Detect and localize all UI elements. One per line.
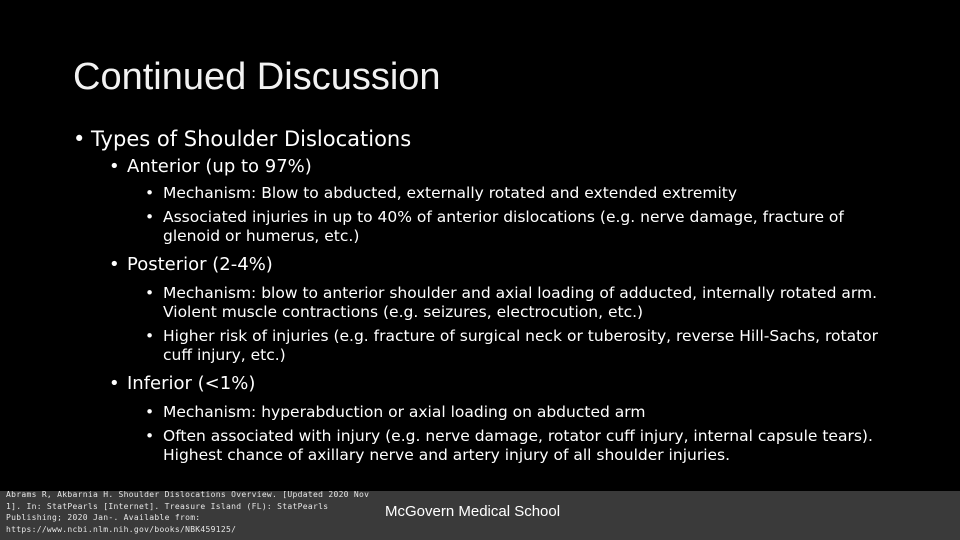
anterior-heading: Anterior (up to 97%): [127, 156, 312, 177]
bullet-dot: •: [109, 156, 120, 177]
anterior-item: [145, 208, 883, 246]
bullet-dot: •: [109, 373, 120, 394]
bullet-dot: •: [145, 284, 155, 302]
inferior-heading: Inferior (<1%): [127, 373, 256, 394]
school-name: McGovern Medical School: [385, 503, 561, 520]
anterior-item-text: Mechanism: Blow to abducted, externally rotated and extended extremity: [163, 184, 738, 202]
bullet-dot: •: [145, 208, 155, 226]
bullet-anterior: [109, 154, 883, 180]
bullet-dot: •: [145, 327, 155, 345]
inferior-item-text: Mechanism: hyperabduction or axial loading on abducted arm: [163, 403, 646, 421]
posterior-item: [145, 327, 883, 365]
bullet-dot: •: [73, 127, 86, 151]
posterior-item-text: Mechanism: blow to anterior shoulder and axial loading of adducted, internally rotated arm. Violent muscle contractions (e.g. seizures, electrocution, etc.): [163, 284, 877, 321]
bullet-posterior: [109, 252, 883, 278]
citation: Abrams R, Akbarnia H. Shoulder Dislocations Overview. [Updated 2020 Nov 1]. In: StatPearls [Internet]. Treasure Island (FL): StatPearls Publishing; 2020 Jan-. Available from: https://www.ncbi.nlm.nih.gov/books/NBK459125/: [6, 490, 370, 534]
bullet-main-text: Types of Shoulder Dislocations: [91, 127, 412, 151]
inferior-item-text: Often associated with injury (e.g. nerve damage, rotator cuff injury, internal capsule tears). Highest chance of axillary nerve and artery injury of all shoulder injuries.: [163, 427, 873, 464]
bullet-dot: •: [145, 184, 155, 202]
bullet-inferior: [109, 371, 883, 397]
bullet-main: [73, 124, 883, 154]
posterior-item: [145, 284, 883, 322]
bullet-dot: •: [145, 427, 155, 445]
posterior-item-text: Higher risk of injuries (e.g. fracture of surgical neck or tuberosity, reverse Hill-Sachs, rotator cuff injury, etc.): [163, 327, 879, 364]
inferior-item: [145, 403, 883, 422]
slide-title: Continued Discussion: [73, 56, 441, 98]
posterior-heading: Posterior (2-4%): [127, 254, 273, 275]
bullet-dot: •: [145, 403, 155, 421]
bullet-dot: •: [109, 254, 120, 275]
anterior-item-text: Associated injuries in up to 40% of anterior dislocations (e.g. nerve damage, fracture of glenoid or humerus, etc.): [163, 208, 844, 245]
anterior-item: [145, 184, 883, 203]
inferior-item: [145, 427, 883, 465]
slide-body: [73, 124, 883, 465]
